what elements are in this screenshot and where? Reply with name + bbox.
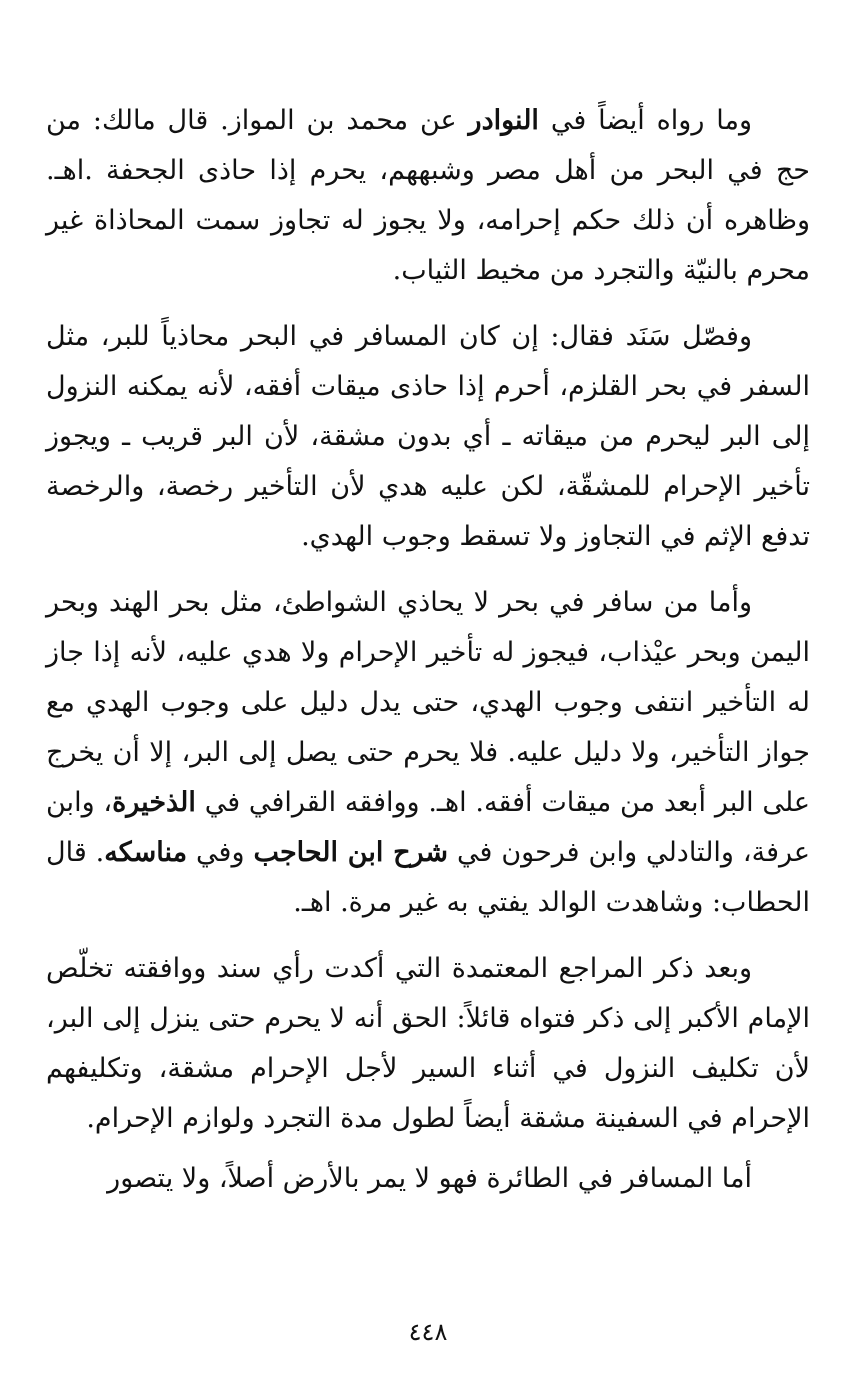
book-title-al-dhakhira: الذخيرة <box>112 787 196 818</box>
text-segment: أما المسافر في الطائرة فهو لا يمر بالأرض أصلاً، ولا يتصور <box>107 1163 752 1194</box>
paragraph-indent <box>752 321 810 352</box>
text-segment: وفصّل سَنَد فقال: إن كان المسافر في البحر محاذياً للبر، مثل السفر في بحر القلزم، أحرم إذا حاذى ميقات أفقه، لأنه يمكنه النزول إلى البر ليحرم من ميقاته ـ أي بدون مشقة، لأن البر قريب ـ ويجوز تأخير الإحرام للمشقّة، لكن عليه هدي لأن التأخير رخصة، والرخصة تدفع الإثم في التجاوز ولا تسقط وجوب الهدي. <box>46 321 810 552</box>
text-segment: وبعد ذكر المراجع المعتمدة التي أكدت رأي سند ووافقته تخلّص الإمام الأكبر إلى ذكر فتواه قائلاً: الحق أنه لا يحرم حتى ينزل إلى البر، لأن تكليف النزول في أثناء السير لأجل الإحرام مشقة، وتكليفهم الإحرام في السفينة مشقة أيضاً لطول مدة التجرد ولوازم الإحرام. <box>46 953 810 1134</box>
text-segment: . قال الحطاب: وشاهدت الوالد يفتي به غير مرة. اهـ. <box>46 837 810 918</box>
text-segment: وأما من سافر في بحر لا يحاذي الشواطئ، مثل بحر الهند وبحر اليمن وبحر عيْذاب، فيجوز له تأخير الإحرام ولا هدي عليه، لأنه إذا جاز له التأخير انتفى وجوب الهدي، حتى يدل دليل على وجوب الهدي مع جواز التأخير، ولا دليل عليه. فلا يحرم حتى يصل إلى البر، إلا أن يخرج على البر أبعد من ميقات أفقه. اهـ. ووافقه القرافي في <box>46 587 810 818</box>
book-title-manasik: مناسكه <box>104 837 188 868</box>
book-title-sharh-ibn-al-hajib: شرح ابن الحاجب <box>253 837 449 868</box>
paragraph-indent <box>752 587 810 618</box>
page-body <box>46 96 810 1204</box>
paragraph-indent <box>752 953 810 984</box>
paragraph-indent <box>752 105 810 136</box>
text-segment: عن محمد بن المواز. قال مالك: من حج في البحر من أهل مصر وشبههم، يحرم إذا حاذى الجحفة .اهـ. وظاهره أن ذلك حكم إحرامه، ولا يجوز له تجاوز سمت المحاذاة غير محرم بالنيّة والتجرد من مخيط الثياب. <box>46 105 810 286</box>
text-segment: وما رواه أيضاً في <box>538 105 752 136</box>
paragraph-5 <box>46 1154 810 1204</box>
page-number: ٤٤٨ <box>408 1318 448 1346</box>
paragraph-4 <box>46 944 810 1144</box>
paragraph-1 <box>46 96 810 296</box>
paragraph-3 <box>46 578 810 928</box>
paragraph-indent <box>752 1163 810 1194</box>
paragraph-2 <box>46 312 810 562</box>
text-segment: وفي <box>187 837 254 868</box>
book-title-al-nawadir: النوادر <box>468 105 539 136</box>
text-segment: ، وابن عرفة، والتادلي وابن فرحون في <box>46 787 810 868</box>
